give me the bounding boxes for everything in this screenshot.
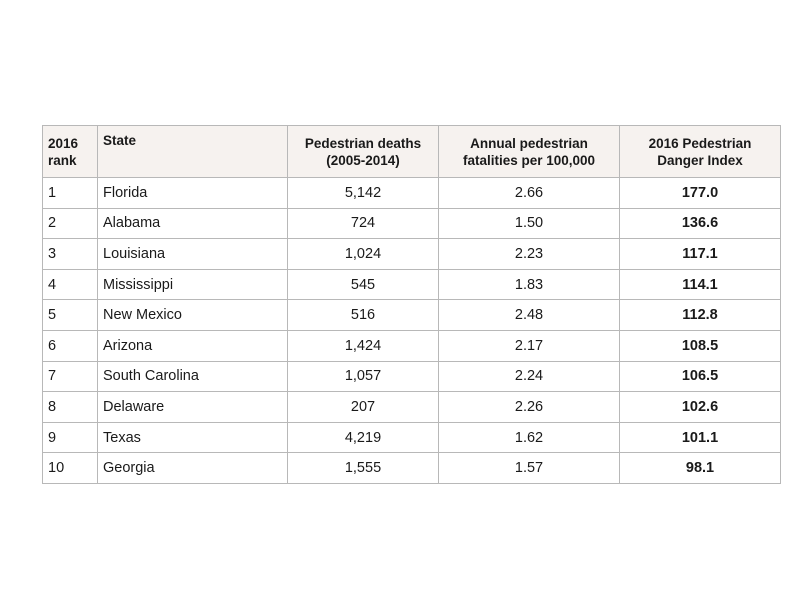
header-rank-line-1: 2016 (48, 135, 79, 151)
cell-index: 114.1 (620, 269, 781, 300)
cell-index: 136.6 (620, 208, 781, 239)
cell-annual: 2.48 (439, 300, 620, 331)
table-row (43, 208, 781, 239)
cell-deaths: 1,024 (288, 239, 439, 270)
cell-index: 101.1 (620, 422, 781, 453)
header-state-line-1: State (103, 133, 137, 148)
cell-index: 108.5 (620, 330, 781, 361)
cell-state: Delaware (98, 392, 288, 423)
cell-deaths: 5,142 (288, 178, 439, 209)
cell-annual: 2.23 (439, 239, 620, 270)
cell-state: Florida (98, 178, 288, 209)
cell-annual: 1.62 (439, 422, 620, 453)
cell-deaths: 1,424 (288, 330, 439, 361)
header-index (620, 126, 781, 178)
cell-annual: 1.50 (439, 208, 620, 239)
table-body (43, 178, 781, 484)
header-rank (43, 126, 98, 178)
cell-rank: 4 (43, 269, 98, 300)
cell-index: 98.1 (620, 453, 781, 484)
cell-deaths: 516 (288, 300, 439, 331)
pedestrian-danger-table-container (42, 125, 767, 484)
cell-state: Texas (98, 422, 288, 453)
cell-deaths: 1,555 (288, 453, 439, 484)
header-deaths-line-2: (2005-2014) (326, 152, 400, 168)
header-deaths-line-1: Pedestrian deaths (304, 135, 422, 151)
header-row (43, 126, 781, 178)
cell-deaths: 207 (288, 392, 439, 423)
table-row (43, 361, 781, 392)
table-row (43, 269, 781, 300)
cell-state: New Mexico (98, 300, 288, 331)
cell-state: Arizona (98, 330, 288, 361)
table-row (43, 300, 781, 331)
cell-deaths: 4,219 (288, 422, 439, 453)
cell-deaths: 724 (288, 208, 439, 239)
cell-annual: 1.57 (439, 453, 620, 484)
cell-rank: 3 (43, 239, 98, 270)
cell-annual: 1.83 (439, 269, 620, 300)
cell-index: 112.8 (620, 300, 781, 331)
cell-annual: 2.24 (439, 361, 620, 392)
cell-rank: 9 (43, 422, 98, 453)
cell-rank: 10 (43, 453, 98, 484)
cell-index: 177.0 (620, 178, 781, 209)
table-row (43, 392, 781, 423)
table-row (43, 453, 781, 484)
table-row (43, 178, 781, 209)
header-annual-line-1: Annual pedestrian (470, 135, 588, 151)
header-rank-line-2: rank (48, 152, 77, 168)
cell-state: Alabama (98, 208, 288, 239)
cell-rank: 1 (43, 178, 98, 209)
cell-state: South Carolina (98, 361, 288, 392)
table-row (43, 239, 781, 270)
cell-state: Georgia (98, 453, 288, 484)
cell-index: 117.1 (620, 239, 781, 270)
table-row (43, 330, 781, 361)
cell-deaths: 1,057 (288, 361, 439, 392)
cell-annual: 2.26 (439, 392, 620, 423)
cell-index: 102.6 (620, 392, 781, 423)
cell-rank: 6 (43, 330, 98, 361)
cell-state: Louisiana (98, 239, 288, 270)
cell-rank: 2 (43, 208, 98, 239)
pedestrian-danger-table (42, 125, 781, 484)
table-row (43, 422, 781, 453)
cell-state: Mississippi (98, 269, 288, 300)
cell-deaths: 545 (288, 269, 439, 300)
cell-annual: 2.17 (439, 330, 620, 361)
header-index-line-2: Danger Index (657, 152, 743, 168)
table-header (43, 126, 781, 178)
cell-rank: 5 (43, 300, 98, 331)
header-annual-line-2: fatalities per 100,000 (462, 152, 596, 168)
cell-rank: 8 (43, 392, 98, 423)
cell-index: 106.5 (620, 361, 781, 392)
header-state (98, 126, 288, 178)
header-annual (439, 126, 620, 178)
header-index-line-1: 2016 Pedestrian (648, 135, 752, 151)
cell-rank: 7 (43, 361, 98, 392)
header-deaths (288, 126, 439, 178)
cell-annual: 2.66 (439, 178, 620, 209)
